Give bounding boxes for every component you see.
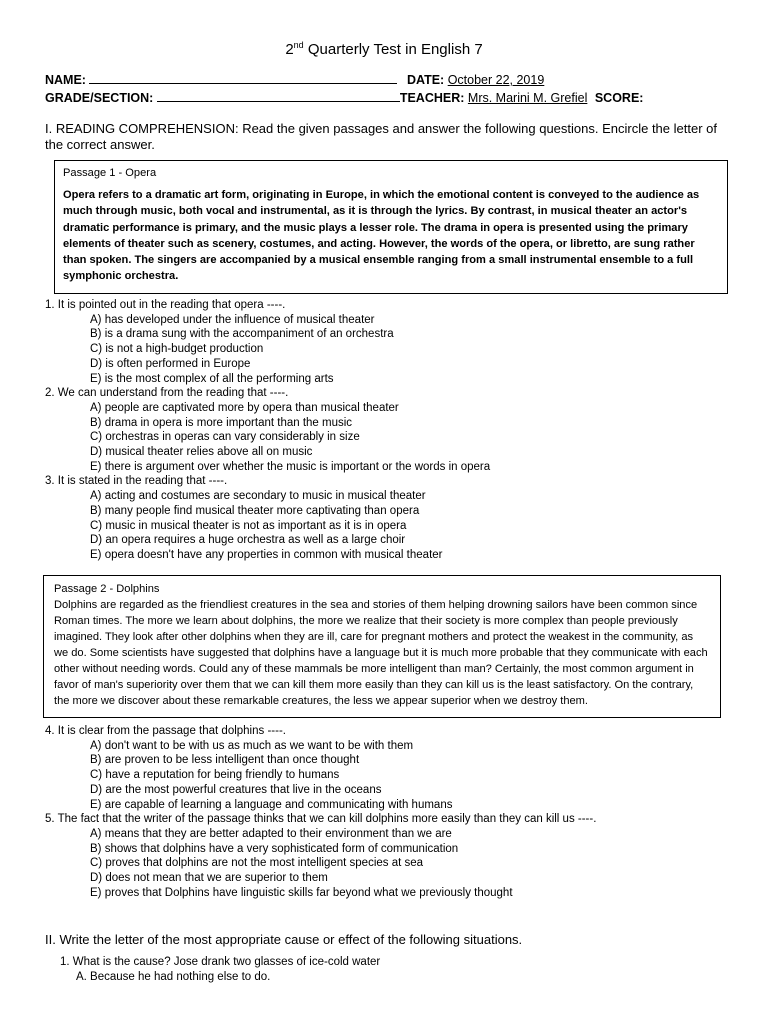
answer-option[interactable]: C) orchestras in operas can vary considerably in size bbox=[90, 431, 360, 444]
passage2-text: Dolphins are regarded as the friendliest creatures in the sea and stories of them helping drowning sailors have been common since Roman times. The more we learn about dolphins, the more we realize that their society is more complex than people previously imagined. They look after other dolphins when they are ill, care for pregnant mothers and protect the weakest in the community, as we do. Some scientists have suggested that dolphins have a language but it is much more probable that they communicate with each other without needing words. Could any of these mammals be more intelligent than man? Certainly, the most common argument in favor of man's superiority over them that we can kill them more easily than they can kill us is the least satisfactory. On the contrary, the more we discover about these remarkable creatures, the less we appear superior when we destroy them. bbox=[54, 599, 708, 707]
passage1-title: Passage 1 - Opera bbox=[63, 167, 157, 179]
answer-option[interactable]: D) does not mean that we are superior to them bbox=[90, 872, 328, 885]
answer-option[interactable]: B) shows that dolphins have a very sophisticated form of communication bbox=[90, 842, 459, 855]
answer-option[interactable]: B) drama in opera is more important than the music bbox=[90, 416, 353, 429]
grade-label: GRADE/SECTION: bbox=[45, 91, 154, 105]
teacher-value: Mrs. Marini M. Grefiel bbox=[467, 91, 588, 105]
questions-4-5 bbox=[45, 724, 596, 900]
answer-option[interactable]: C) proves that dolphins are not the most intelligent species at sea bbox=[90, 857, 424, 870]
section1-heading: I. READING COMPREHENSION: Read the given passages and answer the following questions. Encircle the letter of the correct answer. bbox=[45, 121, 717, 152]
answer-option[interactable]: A. Because he had nothing else to do. bbox=[76, 971, 271, 983]
answer-option[interactable]: E) proves that Dolphins have linguistic skills far beyond what we previously thought bbox=[90, 886, 513, 899]
question-1: 1. It is pointed out in the reading that opera ----. bbox=[45, 299, 286, 311]
answer-option[interactable]: B) many people find musical theater more captivating than opera bbox=[90, 504, 420, 517]
question-3: 3. It is stated in the reading that ----. bbox=[45, 475, 228, 488]
title-number: 2 bbox=[285, 41, 294, 58]
date-value: October 22, 2019 bbox=[447, 73, 545, 87]
title-ordinal: nd bbox=[293, 40, 304, 50]
answer-option[interactable]: A) means that they are better adapted to their environment than we are bbox=[90, 827, 452, 840]
questions-1-3 bbox=[45, 298, 490, 563]
answer-option[interactable]: C) have a reputation for being friendly to humans bbox=[90, 769, 340, 782]
answer-option[interactable]: A) has developed under the influence of musical theater bbox=[90, 313, 375, 326]
header-row-name bbox=[45, 72, 544, 87]
question-2: 2. We can understand from the reading that ----. bbox=[45, 387, 289, 400]
score-label: SCORE: bbox=[594, 91, 644, 105]
answer-option[interactable]: A) people are captivated more by opera than musical theater bbox=[90, 401, 399, 414]
answer-option[interactable]: B) is a drama sung with the accompaniment of an orchestra bbox=[90, 328, 394, 341]
question-5: 5. The fact that the writer of the passage thinks that we can kill dolphins more easily than they can kill us ----. bbox=[45, 813, 597, 826]
question-4: 4. It is clear from the passage that dolphins ----. bbox=[45, 725, 286, 737]
answer-option[interactable]: D) are the most powerful creatures that live in the oceans bbox=[90, 783, 382, 796]
name-blank[interactable] bbox=[89, 72, 397, 84]
passage2-title: Passage 2 - Dolphins bbox=[54, 583, 160, 595]
answer-option[interactable]: D) an opera requires a huge orchestra as well as a large choir bbox=[90, 534, 406, 547]
section2-items bbox=[60, 955, 380, 985]
name-label: NAME: bbox=[45, 73, 86, 87]
answer-option[interactable]: B) are proven to be less intelligent than once thought bbox=[90, 754, 360, 767]
page-title bbox=[0, 40, 768, 58]
date-label: DATE: bbox=[406, 73, 445, 87]
answer-option[interactable]: D) musical theater relies above all on music bbox=[90, 446, 313, 459]
answer-option[interactable]: C) is not a high-budget production bbox=[90, 343, 264, 356]
header-row-grade bbox=[45, 90, 643, 105]
section2-heading: II. Write the letter of the most appropriate cause or effect of the following situations. bbox=[45, 932, 523, 947]
teacher-label: TEACHER: bbox=[399, 91, 465, 105]
answer-option[interactable]: D) is often performed in Europe bbox=[90, 357, 251, 370]
answer-option[interactable]: A) don't want to be with us as much as we want to be with them bbox=[90, 739, 414, 752]
answer-option[interactable]: C) music in musical theater is not as important as it is in opera bbox=[90, 519, 407, 532]
grade-blank[interactable] bbox=[157, 90, 400, 102]
answer-option[interactable]: E) opera doesn't have any properties in common with musical theater bbox=[90, 548, 443, 561]
answer-option[interactable]: E) there is argument over whether the music is important or the words in opera bbox=[90, 460, 491, 473]
passage1-text: Opera refers to a dramatic art form, originating in Europe, in which the emotional content is conveyed to the audience as much through music, both vocal and instrumental, as it is through the lyrics. By contrast, in musical theater an actor's dramatic performance is primary, and the music plays a lesser role. The drama in opera is presented using the primary elements of theater such as scenery, costumes, and acting. However, the words of the opera, or libretto, are sung rather than spoken. The singers are accompanied by a musical ensemble ranging from a small instrumental ensemble to a full symphonic orchestra. bbox=[63, 189, 700, 283]
answer-option[interactable]: E) are capable of learning a language and communicating with humans bbox=[90, 798, 453, 811]
title-text: Quarterly Test in English 7 bbox=[307, 41, 483, 58]
answer-option[interactable]: A) acting and costumes are secondary to music in musical theater bbox=[90, 490, 426, 503]
passage1-box bbox=[54, 160, 728, 294]
answer-option[interactable]: E) is the most complex of all the performing arts bbox=[90, 372, 334, 385]
passage2-box bbox=[43, 575, 721, 718]
section2-item-1: 1. What is the cause? Jose drank two glasses of ice-cold water bbox=[60, 956, 381, 968]
